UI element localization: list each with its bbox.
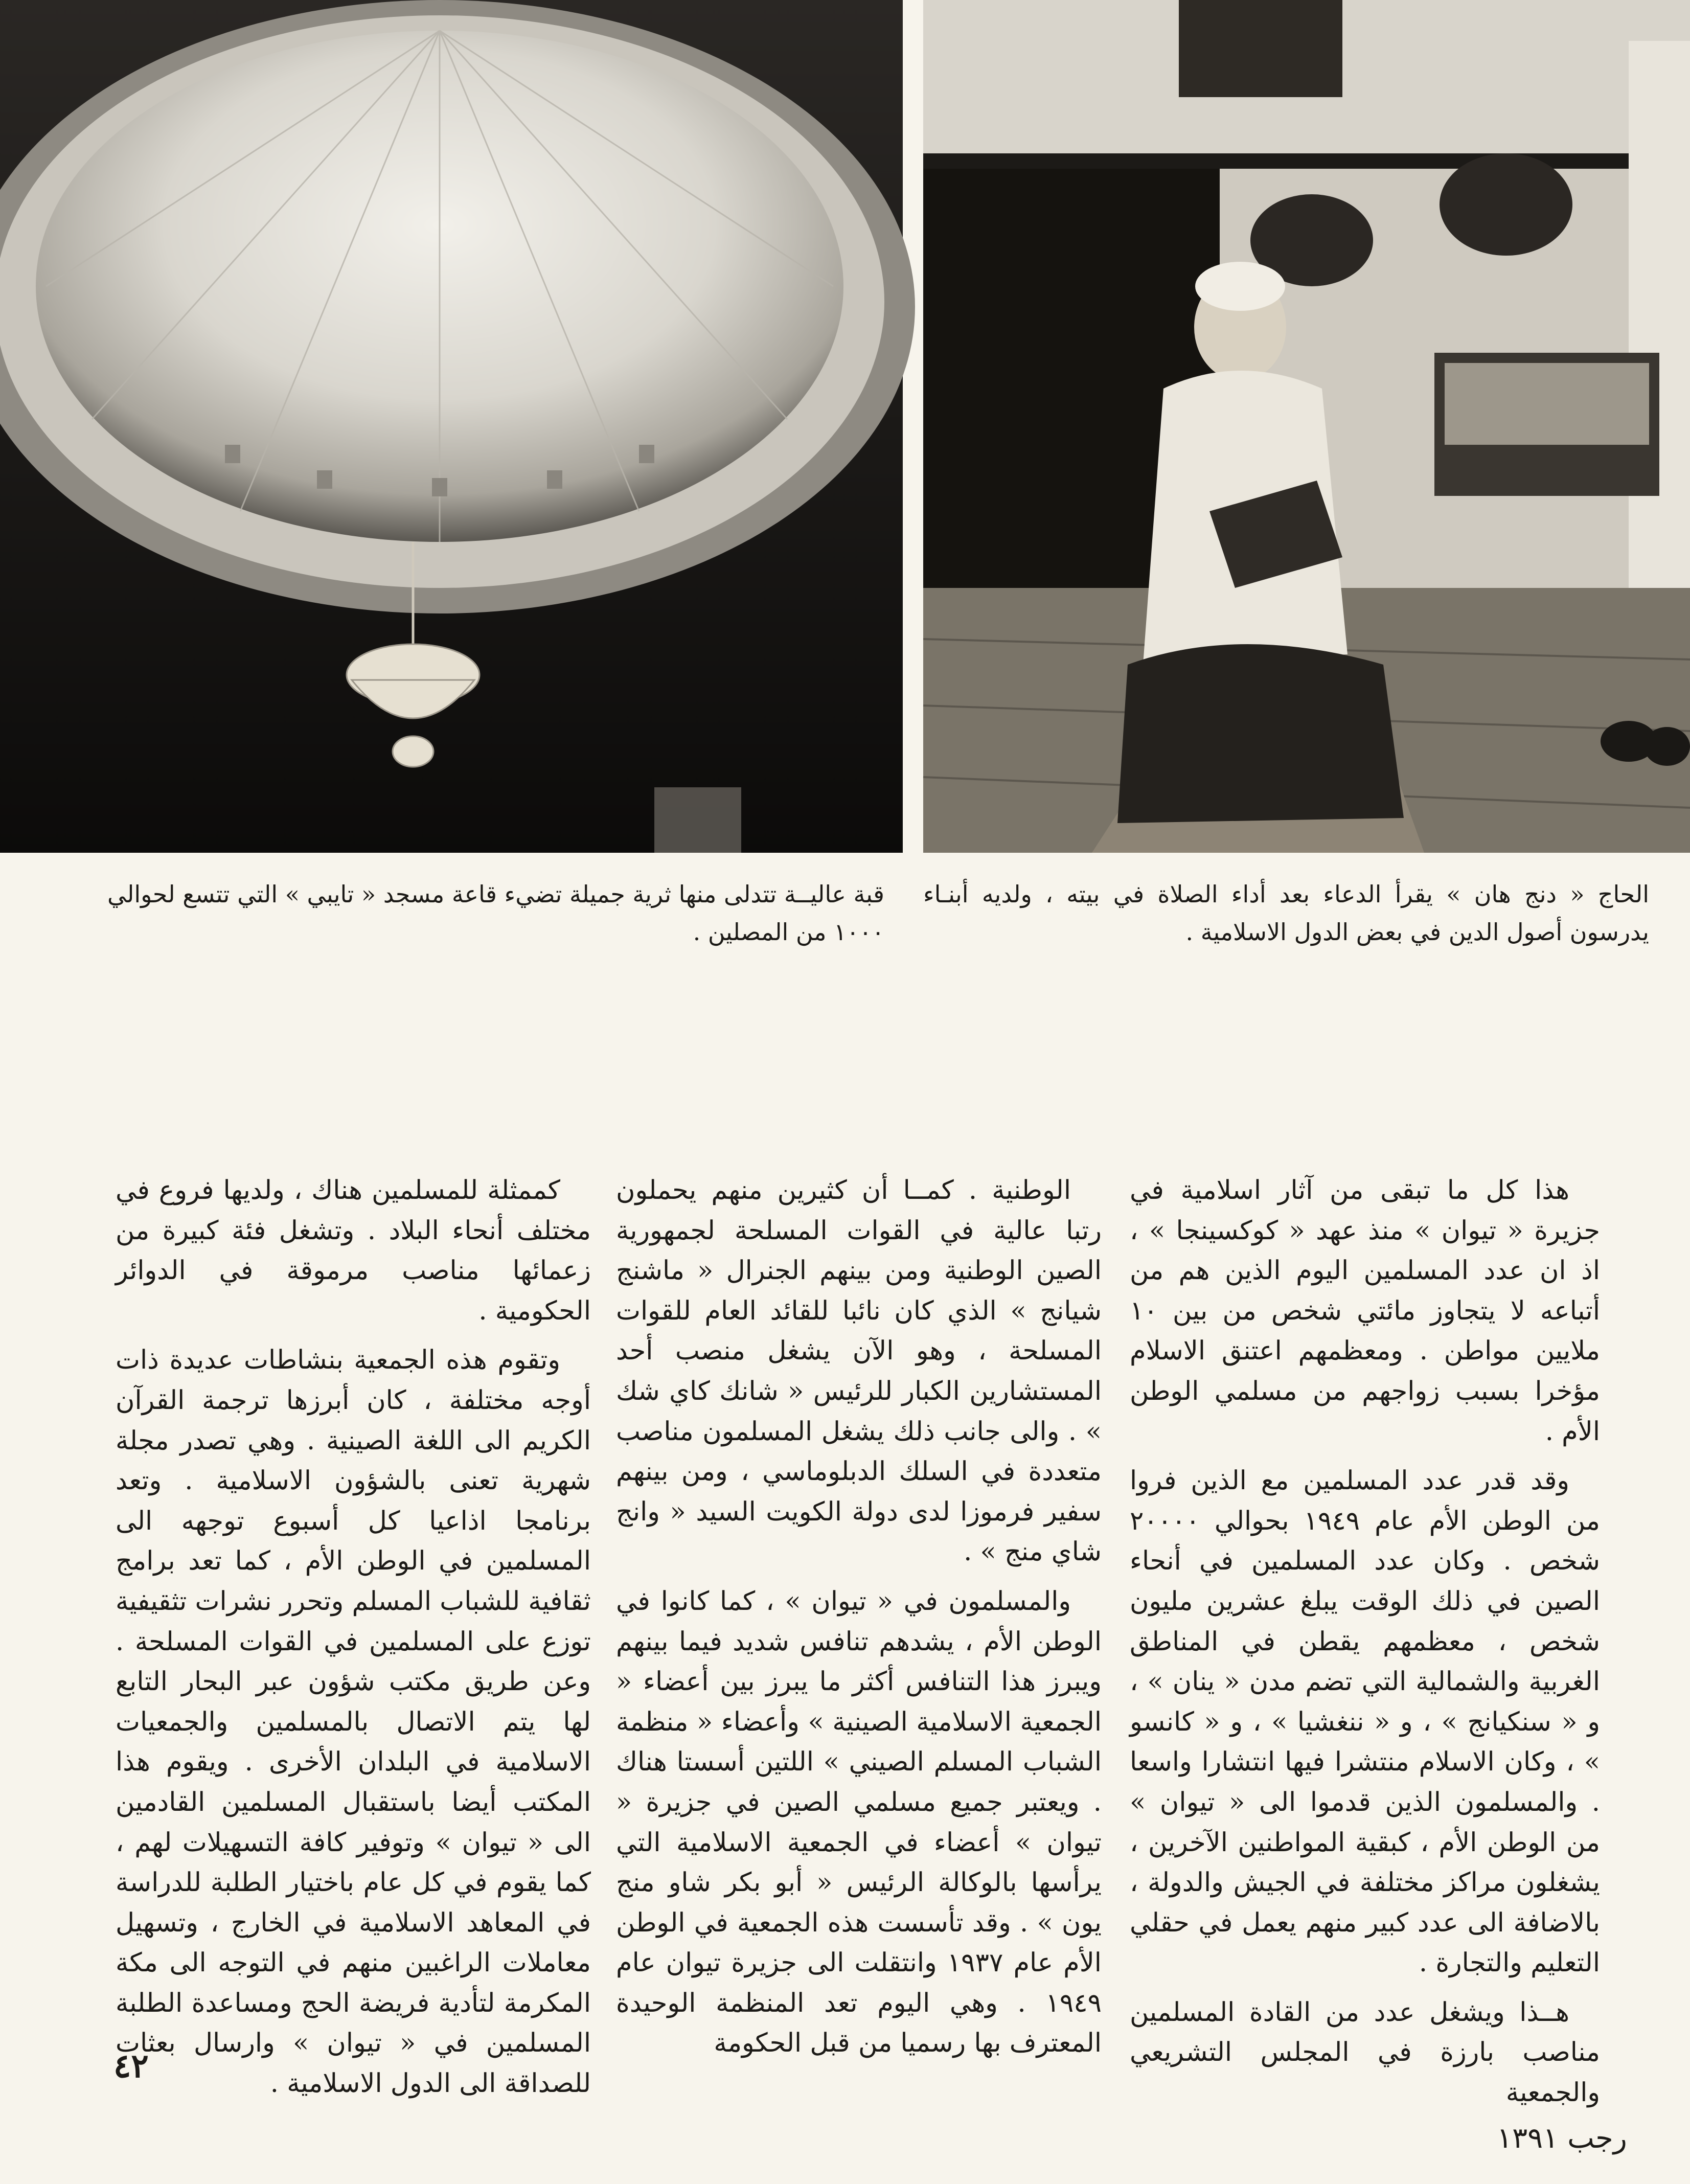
man-reading-photo [923,0,1690,853]
dome-image [0,0,903,853]
dome-photo-caption: قبة عاليــة تتدلى منها ثرية جميلة تضيء قاعة مسجد « تايبي » التي تتسع لحوالي ١٠٠٠ من المصلين . [107,880,884,946]
man-reading-image [923,0,1690,853]
paragraph: والمسلمون في « تيوان » ، كما كانوا في الوطن الأم ، يشدهم تنافس شديد فيما بينهم ويبرز هذا التنافس أكثر ما يبرز بين أعضاء « الجمعية الاسلامية الصينية » وأعضاء « منظمة الشباب المسلم الصيني » اللتين أسستا هناك . ويعتبر جميع مسلمي الصين في جزيرة « تيوان » أعضاء في الجمعية الاسلامية التي يرأسها بالوكالة الرئيس « أبو بكر شاو منج يون » . وقد تأسست هذه الجمعية في الوطن الأم عام ١٩٣٧ وانتقلت الى جزيرة تيوان عام ١٩٤٩ . وهي اليوم تعد المنظمة الوحيدة المعترف بها رسميا من قبل الحكومة [616,1586,1102,2059]
paragraph: وتقوم هذه الجمعية بنشاطات عديدة ذات أوجه مختلفة ، كان أبرزها ترجمة القرآن الكريم الى اللغة الصينية . وهي تصدر مجلة شهرية تعنى بالشؤون الاسلامية . وتعد برنامجا اذاعيا كل أسبوع توجهه الى المسلمين في الوطن الأم ، كما تعد برامج ثقافية للشباب المسلم وتحرر نشرات تثقيفية توزع على المسلمين في القوات المسلحة . وعن طريق مكتب شؤون عبر البحار التابع لها يتم الاتصال بالمسلمين والجمعيات الاسلامية في البلدان الأخرى . ويقوم هذا المكتب أيضا باستقبال المسلمين القادمين الى « تيوان » وتوفير كافة التسهيلات لهم ، كما يقوم في كل عام باختيار الطلبة للدراسة في المعاهد الاسلامية في الخارج ، وتسهيل معاملات الراغبين منهم في التوجه الى مكة المكرمة لتأدية فريضة الحج ومساعدة الطلبة المسلمين في « تيوان » وارسال بعثات للصداقة الى الدول الاسلامية . [116,1345,591,2099]
paragraph: كممثلة للمسلمين هناك ، ولديها فروع في مختلف أنحاء البلاد . وتشغل فئة كبيرة من زعمائها مناصب مرموقة في الدوائر الحكومية . [116,1175,591,1326]
issue-date: رجب ١٣٩١ [1497,2122,1627,2155]
paragraph: هــذا ويشغل عدد من القادة المسلمين مناصب بارزة في المجلس التشريعي والجمعية [1130,1997,1600,2108]
paragraph: الوطنية . كمــا أن كثيرين منهم يحملون رتبا عالية في القوات المسلحة لجمهورية الصين الوطنية ومن بينهم الجنرال « ماشنج شيانج » الذي كان نائبا للقائد العام للقوات المسلحة ، وهو الآن يشغل منصب أحد المستشارين الكبار للرئيس « شانك كاي شك » . والى جانب ذلك يشغل المسلمون مناصب متعددة في السلك الدبلوماسي ، ومن بينهم سفير فرموزا لدى دولة الكويت السيد « وانج شاي منج » . [616,1175,1102,1567]
dome-photo [0,0,903,853]
paragraph: وقد قدر عدد المسلمين مع الذين فروا من الوطن الأم عام ١٩٤٩ بحوالي ٢٠٠٠٠ شخص . وكان عدد المسلمين في أنحاء الصين في ذلك الوقت يبلغ عشرين مليون شخص ، معظمهم يقطن في المناطق الغربية والشمالية التي تضم مدن « ينان » ، و « سنكيانج » ، و « ننغشيا » ، و « كانسو » ، وكان الاسلام منتشرا فيها انتشارا واسعا . والمسلمون الذين قدموا الى « تيوان » من الوطن الأم ، كبقية المواطنين الآخرين ، يشغلون مراكز مختلفة في الجيش والدولة ، بالاضافة الى عدد كبير منهم يعمل في حقلي التعليم والتجارة . [1130,1466,1600,1978]
page-number: ٤٢ [113,2047,149,2085]
article-column-middle [616,1171,1102,2059]
article-column-right [1130,1171,1600,2108]
paragraph: هذا كل ما تبقى من آثار اسلامية في جزيرة « تيوان » منذ عهد « كوكسينجا » ، اذ ان عدد المسلمين اليوم الذين هم من أتباعه لا يتجاوز مائتي شخص من بين ١٠ ملايين مواطن . ومعظمهم اعتنق الاسلام مؤخرا بسبب زواجهم من مسلمي الوطن الأم . [1130,1175,1600,1447]
man-photo-caption: الحاج « دنج هان » يقرأ الدعاء بعد أداء الصلاة في بيته ، ولديه أبنـاء يدرسون أصول الدين في بعض الدول الاسلامية . [923,880,1649,946]
